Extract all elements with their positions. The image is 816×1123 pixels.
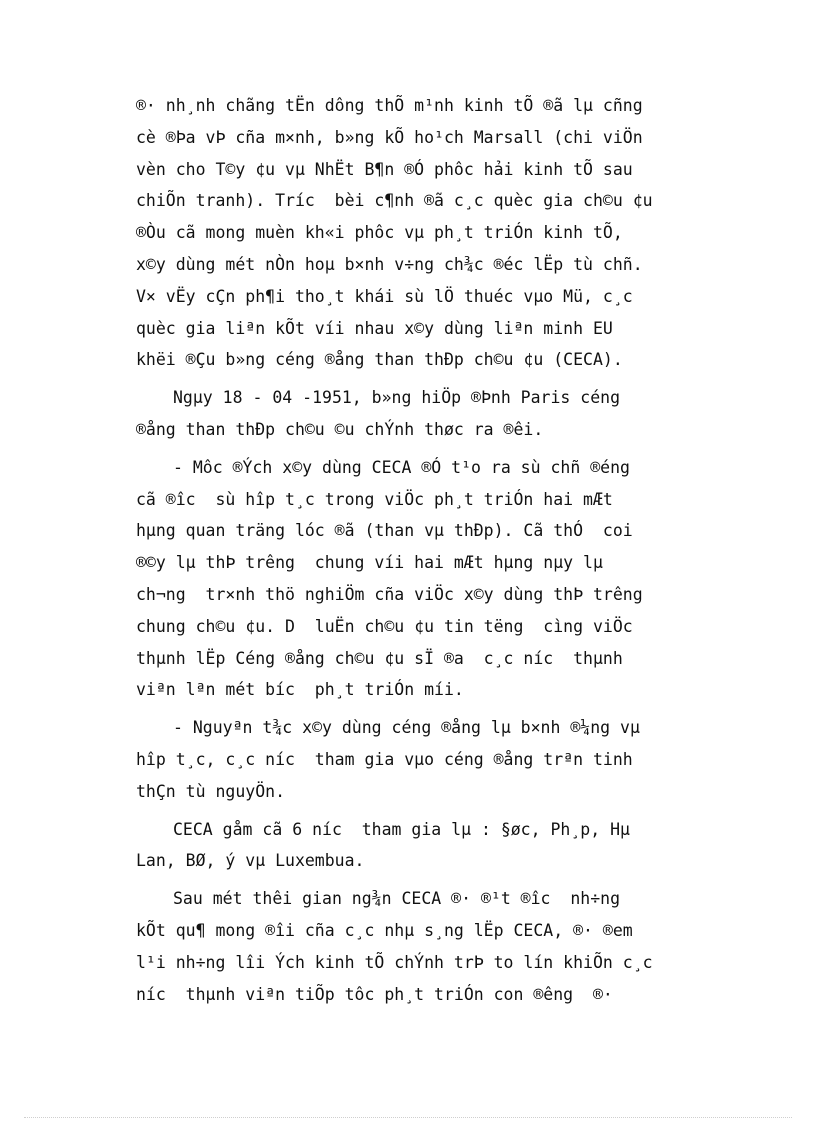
paragraph <box>136 452 768 706</box>
text-line: ®ång than thÐp ch©u ©u chÝnh thøc ra ®êi. <box>136 419 544 439</box>
text-line: níc thµnh viªn tiÕp tôc ph¸t triÓn con ®êng ®· <box>136 984 613 1004</box>
text-line: thµnh lËp Céng ®ång ch©u ¢u sÏ ®a c¸c níc thµnh <box>136 648 623 668</box>
text-line: - Nguyªn t¾c x©y dùng céng ®ång lµ b×nh ®¼ng vµ <box>173 718 640 738</box>
text-line: khëi ®Çu b»ng céng ®ång than thÐp ch©u ¢u (CECA). <box>136 350 623 370</box>
page-bottom-divider <box>24 1117 792 1118</box>
text-line: V× vËy cÇn ph¶i tho¸t khái sù lÖ thuéc vµo Mü, c¸c <box>136 286 633 306</box>
text-line: - Môc ®Ých x©y dùng CECA ®Ó t¹o ra sù chñ ®éng <box>173 457 630 477</box>
paragraph <box>136 90 768 376</box>
document-body <box>136 90 768 1010</box>
paragraph <box>136 712 768 807</box>
text-line: ®Òu cã mong muèn kh«i phôc vµ ph¸t triÓn kinh tÕ, <box>136 223 623 243</box>
text-line: CECA gåm cã 6 níc tham gia lµ : §øc, Ph¸p, Hµ <box>173 819 630 839</box>
text-line: Lan, BØ, ý vµ Luxembua. <box>136 851 365 871</box>
text-line: ch¬ng tr×nh thö nghiÖm cña viÖc x©y dùng thÞ trêng <box>136 584 643 604</box>
text-line: chiÕn tranh). Tríc bèi c¶nh ®ã c¸c quèc gia ch©u ¢u <box>136 191 653 211</box>
text-line: chung ch©u ¢u. D luËn ch©u ¢u tin tëng cìng viÖc <box>136 616 633 636</box>
paragraph <box>136 883 768 1010</box>
text-line: hµng quan träng lóc ®ã (than vµ thÐp). Cã thÓ coi <box>136 521 633 541</box>
text-line: hîp t¸c, c¸c níc tham gia vµo céng ®ång trªn tinh <box>136 749 633 769</box>
text-line: Ngµy 18 - 04 -1951, b»ng hiÖp ®Þnh Paris céng <box>173 388 621 408</box>
text-line: cã ®îc sù hîp t¸c trong viÖc ph¸t triÓn hai mÆt <box>136 489 613 509</box>
text-line: l¹i nh÷ng lîi Ých kinh tÕ chÝnh trÞ to lín khiÕn c¸c <box>136 952 653 972</box>
text-line: x©y dùng mét nÒn hoµ b×nh v÷ng ch¾c ®éc lËp tù chñ. <box>136 254 643 274</box>
text-line: ®· nh¸nh chãng tËn dông thÕ m¹nh kinh tÕ ®ã lµ cñng <box>136 96 643 115</box>
text-line: ®©y lµ thÞ trêng chung víi hai mÆt hµng nµy lµ <box>136 553 603 573</box>
text-line: viªn lªn mét bíc ph¸t triÓn míi. <box>136 680 464 700</box>
text-line: kÕt qu¶ mong ®îi cña c¸c nhµ s¸ng lËp CECA, ®· ®em <box>136 920 633 940</box>
text-line: thÇn tù nguyÖn. <box>136 781 286 801</box>
text-line: cè ®Þa vÞ cña m×nh, b»ng kÕ ho¹ch Marsall (chi viÖn <box>136 127 643 147</box>
text-line: Sau mét thêi gian ng¾n CECA ®· ®¹t ®îc nh÷ng <box>173 889 621 909</box>
paragraph <box>136 814 768 878</box>
paragraph <box>136 382 768 446</box>
text-line: vèn cho T©y ¢u vµ NhËt B¶n ®Ó phôc hải kinh tÕ sau <box>136 159 633 179</box>
text-line: quèc gia liªn kÕt víi nhau x©y dùng liªn minh EU <box>136 318 613 338</box>
